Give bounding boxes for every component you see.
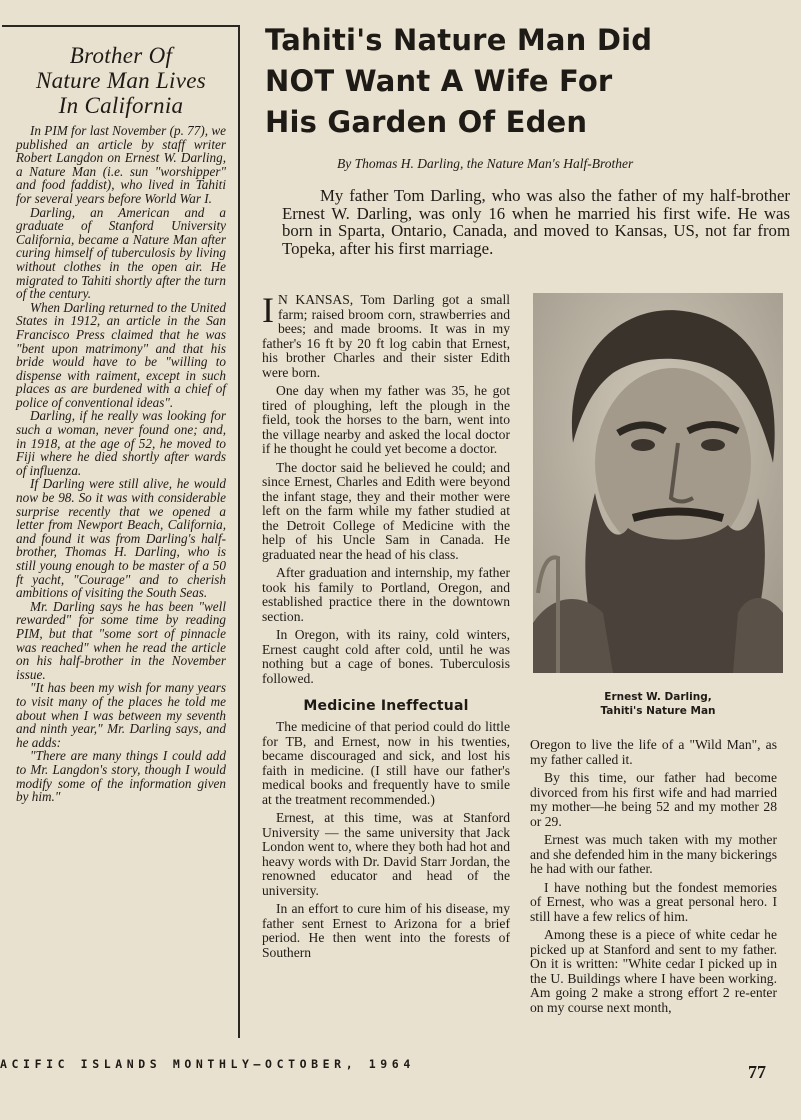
- sidebar-paragraph: "There are many things I could add to Mr. Langdon's story, though I would modify some of the information given by him.": [16, 748, 226, 805]
- portrait-illustration: [533, 293, 783, 673]
- photo-caption: [533, 690, 783, 718]
- sidebar-heading-line-1: Brother Of: [69, 43, 173, 68]
- sidebar-paragraph: Darling, an American and a graduate of Stanford University California, became a Nature Man after curing himself of tuberculosis by living without clothes in the open air. He migrated to Tahiti shortly after the turn of the century.: [16, 204, 226, 302]
- article-headline: [265, 20, 795, 143]
- article-paragraph: Oregon to live the life of a "Wild Man", as my father called it.: [530, 737, 777, 767]
- article-column-2: [530, 738, 777, 1019]
- drop-cap: I: [262, 290, 274, 330]
- article-paragraph: Ernest, at this time, was at Stanford University — the same university that Jack London went to, where they both had hot and heavy words with Dr. David Starr Jordan, the renowned educator and head of the university.: [262, 810, 510, 898]
- sidebar-paragraph: In PIM for last November (p. 77), we published an article by staff writer Robert Langdon on Ernest W. Darling, a Nature Man (i.e. sun "worshipper" and food faddist), who lived in Tahiti for several years before World War I.: [16, 123, 226, 206]
- article-paragraph: Among these is a piece of white cedar he picked up at Stanford and sent to my father. On it is written: "White cedar I picked up in the U. Buildings where I have been working. Am going 2 make a strong effort 2 re-enter on my course next month,: [530, 927, 777, 1015]
- sidebar-heading: [16, 43, 226, 118]
- sidebar-paragraph: If Darling were still alive, he would now be 98. So it was with considerable surprise recently that we opened a letter from Newport Beach, California, and found it was from Darling's half-brother, Thomas H. Darling, who is still young enough to be master of a 50 ft yacht, "Courage" and to cherish ambitions of visiting the South Seas.: [16, 476, 226, 601]
- sidebar-paragraph: Mr. Darling says he has been "well rewarded" for some time by reading PIM, but that "some sort of pinnacle was reached" when he read the article on his half-brother in the November issue.: [16, 598, 226, 682]
- article-paragraph: By this time, our father had become divorced from his first wife and had married my mother—he being 52 and my mother 28 or 29.: [530, 770, 777, 829]
- article-byline: By Thomas H. Darling, the Nature Man's Half-Brother: [337, 156, 634, 171]
- sidebar-paragraph: "It has been my wish for many years to visit many of the places he told me about when I was between my seventh and ninth year," Mr. Darling says, and he adds:: [16, 680, 226, 750]
- article-paragraph: Ernest was much taken with my mother and she defended him in the many bickerings he had with our father.: [530, 832, 777, 876]
- article-paragraph: In Oregon, with its rainy, cold winters, Ernest caught cold after cold, until he was nothing but a cage of bones. Tuberculosis followed.: [262, 627, 510, 686]
- article-paragraph: The doctor said he believed he could; and since Ernest, Charles and Edith were beyond the infant stage, they and their mother were left on the farm while my father studied at the Detroit College of Medicine with the help of his Uncle Sam in Canada. He graduated near the head of his class.: [262, 459, 510, 562]
- article-paragraph: I have nothing but the fondest memories of Ernest, who was a great personal hero. I still have a few relics of him.: [530, 879, 777, 924]
- article-paragraph: One day when my father was 35, he got tired of ploughing, left the plough in the field, took the horses to the barn, went into the village nearby and asked the local doctor if he thought he could yet become a doctor.: [262, 383, 510, 456]
- sidebar-heading-line-2: Nature Man Lives: [35, 68, 207, 93]
- sidebar-paragraph: When Darling returned to the United States in 1912, an article in the San Francisco Press claimed that he was "bent upon matrimony" and that his bride would have to be "willing to dispense with raiment, except in such places as are burdened with a chief of police of conventional ideas".: [16, 299, 226, 410]
- footer-publication-line: ACIFIC ISLANDS MONTHLY—OCTOBER, 1964: [0, 1057, 415, 1071]
- article-paragraph: In an effort to cure him of his disease, my father sent Ernest to Arizona for a brief period. He then went into the forests of Southern: [262, 901, 510, 960]
- page-number: 77: [748, 1062, 766, 1082]
- opening-text: N KANSAS, Tom Darling got a small farm; raised broom corn, strawberries and bees; and made brooms. It was in my father's 16 ft by 20 ft log cabin that Ernest, his brother Charles and their sister Edith were born.: [262, 292, 510, 380]
- article-opening-paragraph: [262, 290, 510, 380]
- article-paragraph: After graduation and internship, my father took his family to Portland, Oregon, and established practice there in the downtown section.: [262, 565, 510, 624]
- caption-line-2: Tahiti's Nature Man: [600, 705, 716, 717]
- portrait-photo: [533, 293, 783, 673]
- sidebar-heading-line-3: In California: [58, 93, 184, 118]
- article-paragraph: The medicine of that period could do little for TB, and Ernest, now in his twenties, became discouraged and sick, and lost his faith in medicine. (I still have our father's medical books and frequently have to smile at the treatment recommended.): [262, 719, 510, 807]
- sidebar-box: [2, 25, 240, 1038]
- headline-line-1: Tahiti's Nature Man Did: [265, 23, 653, 57]
- headline-line-2: NOT Want A Wife For: [265, 64, 613, 98]
- article-intro: My father Tom Darling, who was also the father of my half-brother Ernest W. Darling, was only 16 when he married his first wife. He was born in Sparta, Ontario, Canada, and moved to Kansas, US, not far from Topeka, after his first marriage.: [282, 186, 790, 258]
- article-subheading: Medicine Ineffectual: [303, 698, 469, 714]
- sidebar-paragraph: Darling, if he really was looking for such a woman, never found one; and, in 1918, at the age of 52, he moved to Fiji where he died shortly after wards of influenza.: [16, 408, 226, 478]
- headline-line-3: His Garden Of Eden: [265, 105, 588, 139]
- article-column-1: [262, 290, 510, 964]
- caption-line-1: Ernest W. Darling,: [604, 691, 712, 703]
